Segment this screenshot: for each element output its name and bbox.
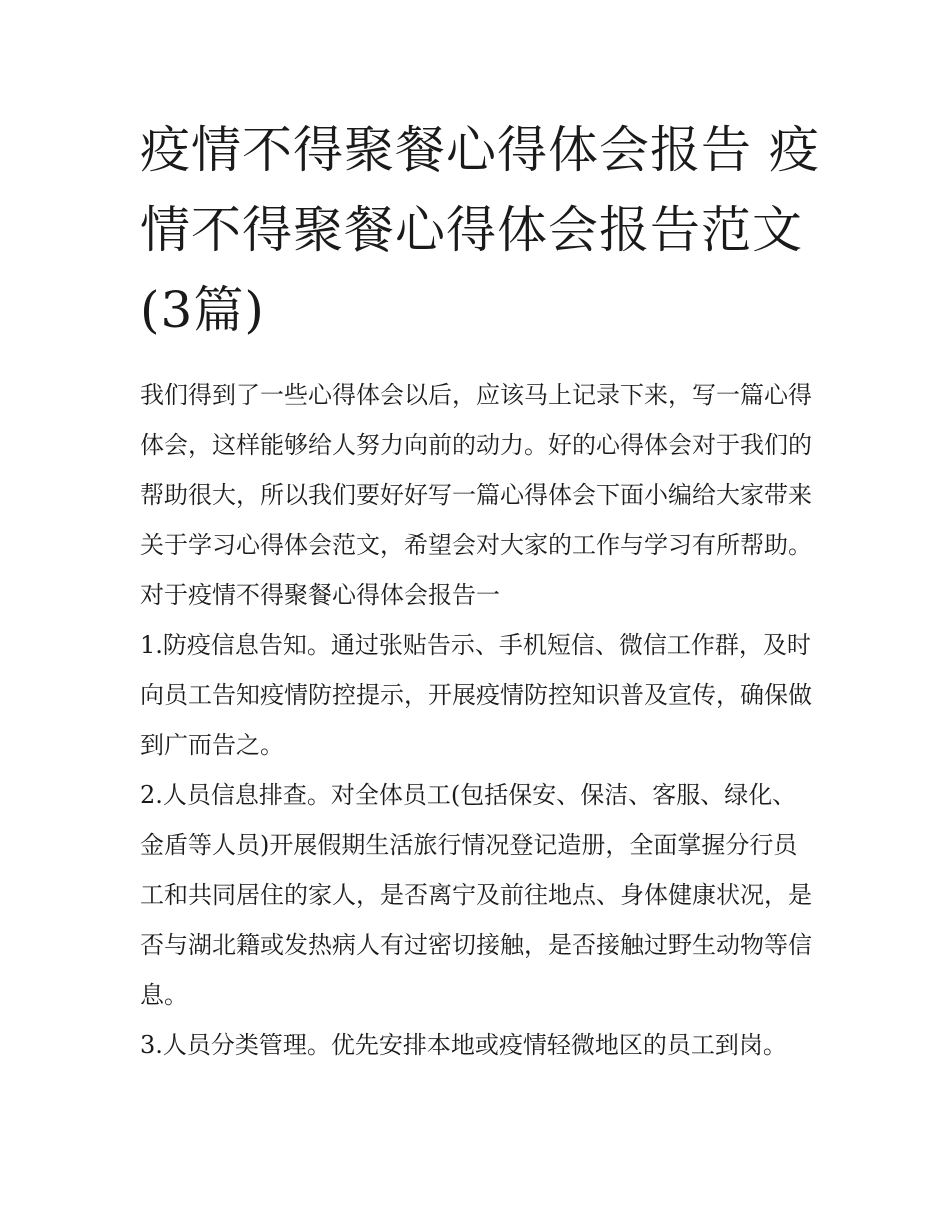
list-item: 3.人员分类管理。优先安排本地或疫情轻微地区的员工到岗。 <box>140 1031 787 1059</box>
intro-paragraph: 我们得到了一些心得体会以后，应该马上记录下来，写一篇心得体会，这样能够给人努力向前的动力。好的心得体会对于我们的帮助很大，所以我们要好好写一篇心得体会下面小编给大家带来关于学习心得体会范文，希望会对大家的工作与学习有所帮助。 <box>140 381 812 559</box>
list-item: 2.人员信息排查。对全体员工(包括保安、保洁、客服、绿化、金盾等人员)开展假期生活旅行情况登记造册，全面掌握分行员工和共同居住的家人，是否离宁及前往地点、身体健康状况，是否与湖北籍或发热病人有过密切接触，是否接触过野生动物等信息。 <box>140 781 812 1009</box>
document-title: 疫情不得聚餐心得体会报告 疫情不得聚餐心得体会报告范文(3篇) <box>140 121 820 339</box>
document-page <box>140 110 820 1070</box>
list-item: 1.防疫信息告知。通过张贴告示、手机短信、微信工作群，及时向员工告知疫情防控提示，开展疫情防控知识普及宣传，确保做到广而告之。 <box>140 631 812 759</box>
section-heading: 对于疫情不得聚餐心得体会报告一 <box>140 581 500 609</box>
